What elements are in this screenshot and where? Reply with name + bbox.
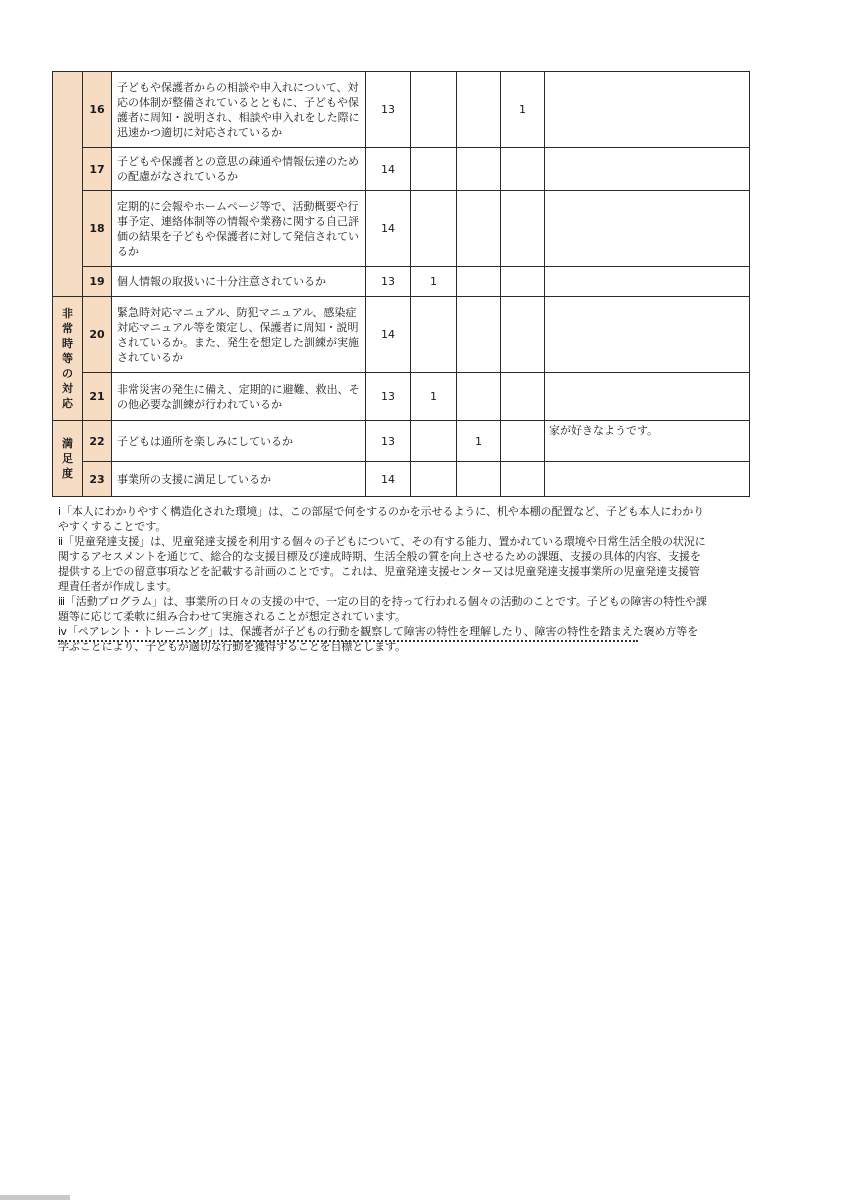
count-no: [457, 191, 501, 267]
item-number: 23: [83, 462, 112, 497]
count-no: [457, 373, 501, 421]
footnote: ⅳ「ペアレント・トレーニング」は、保護者が子どもの行動を観察して障害の特性を理解したり、障害の特性を踏まえた褒め方等を学ぶことにより、子どもが適切な行動を獲得することを目標とします。: [58, 625, 699, 653]
comment-cell: [545, 191, 750, 267]
comment-cell: [545, 72, 750, 148]
survey-sheet: [52, 71, 750, 497]
item-number: 16: [83, 72, 112, 148]
count-yes: 14: [366, 148, 411, 191]
table-row: [53, 191, 750, 267]
count-neutral: [411, 191, 457, 267]
dotted-divider: [58, 640, 638, 642]
item-number: 21: [83, 373, 112, 421]
table-row: [53, 297, 750, 373]
question-text: 子どもは通所を楽しみにしているか: [112, 421, 366, 462]
count-unknown: [501, 267, 545, 297]
category-cell-emergency: [53, 297, 83, 421]
count-yes: 13: [366, 72, 411, 148]
question-text: 個人情報の取扱いに十分注意されているか: [112, 267, 366, 297]
count-yes: 13: [366, 421, 411, 462]
table-row: [53, 267, 750, 297]
item-number: 22: [83, 421, 112, 462]
count-neutral: [411, 421, 457, 462]
question-text: 緊急時対応マニュアル、防犯マニュアル、感染症対応マニュアル等を策定し、保護者に周知・説明されているか。また、発生を想定した訓練が実施されているか: [112, 297, 366, 373]
count-yes: 14: [366, 462, 411, 497]
item-number: 20: [83, 297, 112, 373]
comment-cell: [545, 297, 750, 373]
comment-cell: [545, 267, 750, 297]
count-neutral: 1: [411, 373, 457, 421]
count-neutral: [411, 148, 457, 191]
category-label-satisfaction: 満足度: [62, 437, 73, 480]
category-cell-satisfaction: [53, 421, 83, 497]
category-label-emergency: 非常時等の対応: [62, 307, 73, 410]
item-number: 18: [83, 191, 112, 267]
count-no: [457, 148, 501, 191]
count-neutral: [411, 462, 457, 497]
table-row: [53, 72, 750, 148]
count-unknown: 1: [501, 72, 545, 148]
comment-cell: [545, 373, 750, 421]
count-no: [457, 72, 501, 148]
footnote: ⅰ「本人にわかりやすく構造化された環境」は、この部屋で何をするのかを示せるように、机や本棚の配置など、子ども本人にわかりやすくすることです。: [58, 505, 705, 533]
count-unknown: [501, 148, 545, 191]
count-unknown: [501, 191, 545, 267]
count-yes: 14: [366, 297, 411, 373]
count-unknown: [501, 373, 545, 421]
table-row: [53, 148, 750, 191]
footnotes: [58, 504, 708, 654]
count-no: [457, 462, 501, 497]
category-cell-support: [53, 72, 83, 297]
footnote: ⅲ「活動プログラム」は、事業所の日々の支援の中で、一定の目的を持って行われる個々の活動のことです。子どもの障害の特性や課題等に応じて柔軟に組み合わせて実施されることが想定されています。: [58, 595, 707, 623]
comment-cell: [545, 148, 750, 191]
count-no: [457, 267, 501, 297]
count-yes: 13: [366, 267, 411, 297]
table-row: [53, 462, 750, 497]
item-number: 17: [83, 148, 112, 191]
footnote: ⅱ「児童発達支援」は、児童発達支援を利用する個々の子どもについて、その有する能力、置かれている環境や日常生活全般の状況に関するアセスメントを通じて、総合的な支援目標及び達成時期、生活全般の質を向上させるための課題、支援の具体的内容、支援を提供する上での留意事項などを記載する計画のことです。これは、児童発達支援センター又は児童発達支援事業所の児童発達支援管理責任者が作成します。: [58, 535, 706, 593]
scan-edge-mark: [0, 1195, 70, 1200]
count-unknown: [501, 421, 545, 462]
count-neutral: [411, 72, 457, 148]
count-no: [457, 297, 501, 373]
count-no: 1: [457, 421, 501, 462]
question-text: 子どもや保護者からの相談や申入れについて、対応の体制が整備されているとともに、子どもや保護者に周知・説明され、相談や申入れをした際に迅速かつ適切に対応されているか: [112, 72, 366, 148]
table-row: [53, 421, 750, 462]
question-text: 定期的に会報やホームページ等で、活動概要や行事予定、連絡体制等の情報や業務に関する自己評価の結果を子どもや保護者に対して発信されているか: [112, 191, 366, 267]
count-unknown: [501, 297, 545, 373]
item-number: 19: [83, 267, 112, 297]
count-yes: 14: [366, 191, 411, 267]
count-neutral: 1: [411, 267, 457, 297]
question-text: 事業所の支援に満足しているか: [112, 462, 366, 497]
table-row: [53, 373, 750, 421]
count-neutral: [411, 297, 457, 373]
question-text: 非常災害の発生に備え、定期的に避難、救出、その他必要な訓練が行われているか: [112, 373, 366, 421]
comment-cell: 家が好きなようです。: [545, 421, 750, 462]
question-text: 子どもや保護者との意思の疎通や情報伝達のための配慮がなされているか: [112, 148, 366, 191]
survey-table: [52, 71, 750, 497]
comment-cell: [545, 462, 750, 497]
count-yes: 13: [366, 373, 411, 421]
count-unknown: [501, 462, 545, 497]
